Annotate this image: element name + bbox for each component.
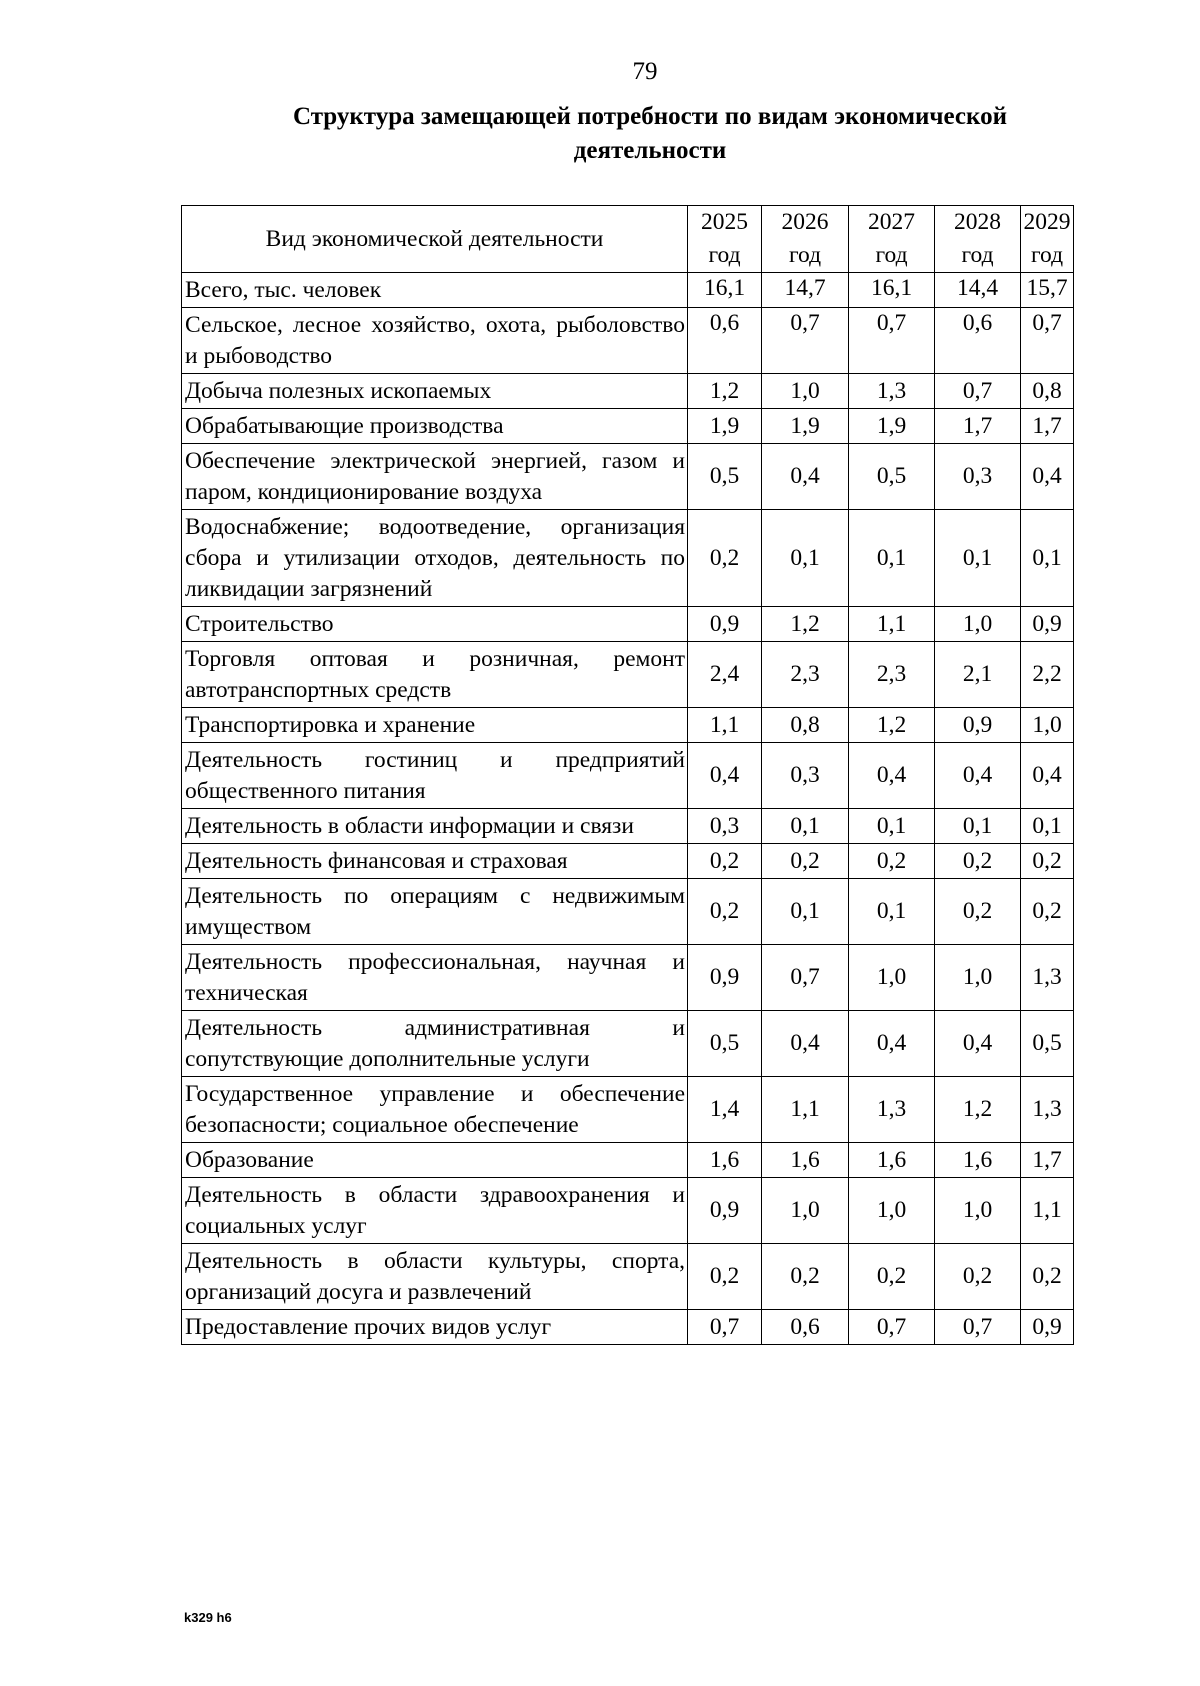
table-row: [182, 1178, 1074, 1244]
column-header-year: [849, 206, 935, 273]
value-cell: 1,0: [849, 1178, 935, 1244]
title-line: Структура замещающей потребности по видам экономической: [292, 103, 1008, 130]
table-row: [182, 1143, 1074, 1178]
table-body: [182, 273, 1074, 1345]
value-cell: 0,2: [935, 879, 1021, 945]
value-cell: 0,3: [762, 743, 849, 809]
value-cell: 0,7: [1021, 308, 1074, 374]
activity-name-cell: Деятельность административная и сопутствующие дополнительные услуги: [182, 1011, 688, 1077]
value-cell: 1,3: [849, 1077, 935, 1143]
value-cell: 1,2: [849, 708, 935, 743]
table-row: [182, 879, 1074, 945]
value-cell: 0,2: [935, 1244, 1021, 1310]
value-cell: 1,1: [688, 708, 762, 743]
value-cell: 0,6: [935, 308, 1021, 374]
value-cell: 1,0: [849, 945, 935, 1011]
value-cell: 0,2: [762, 844, 849, 879]
value-cell: 16,1: [849, 273, 935, 308]
table-row: [182, 844, 1074, 879]
value-cell: 1,0: [935, 607, 1021, 642]
column-header-year: [935, 206, 1021, 273]
value-cell: 0,2: [688, 879, 762, 945]
value-cell: 1,2: [688, 374, 762, 409]
value-cell: 0,7: [762, 308, 849, 374]
year-unit: год: [961, 242, 994, 268]
year-unit: год: [708, 242, 741, 268]
value-cell: 0,3: [688, 809, 762, 844]
value-cell: 2,3: [762, 642, 849, 708]
value-cell: 0,9: [688, 607, 762, 642]
activity-name-cell: Деятельность в области культуры, спорта, организаций досуга и развлечений: [182, 1244, 688, 1310]
value-cell: 2,3: [849, 642, 935, 708]
activity-name-cell: Торговля оптовая и розничная, ремонт автотранспортных средств: [182, 642, 688, 708]
table-row: [182, 308, 1074, 374]
activity-name-cell: Транспортировка и хранение: [182, 708, 688, 743]
activity-name-cell: Деятельность в области здравоохранения и социальных услуг: [182, 1178, 688, 1244]
value-cell: 0,9: [688, 1178, 762, 1244]
value-cell: 0,4: [1021, 444, 1074, 510]
value-cell: 1,0: [935, 945, 1021, 1011]
value-cell: 14,4: [935, 273, 1021, 308]
column-header-year: [688, 206, 762, 273]
value-cell: 0,2: [849, 844, 935, 879]
value-cell: 0,9: [935, 708, 1021, 743]
value-cell: 1,7: [1021, 1143, 1074, 1178]
value-cell: 0,1: [935, 510, 1021, 607]
activity-table: [181, 205, 1074, 1345]
column-header-activity: Вид экономической деятельности: [182, 206, 688, 273]
value-cell: 0,4: [935, 743, 1021, 809]
value-cell: 0,1: [849, 879, 935, 945]
value-cell: 2,2: [1021, 642, 1074, 708]
column-header-year: [1021, 206, 1074, 273]
value-cell: 0,5: [1021, 1011, 1074, 1077]
page-number: 79: [632, 58, 658, 85]
value-cell: 0,2: [935, 844, 1021, 879]
value-cell: 0,7: [762, 945, 849, 1011]
activity-name-cell: Деятельность финансовая и страховая: [182, 844, 688, 879]
year-label: 2025: [701, 209, 748, 235]
year-label: 2029: [1023, 209, 1071, 235]
column-header-year: [762, 206, 849, 273]
value-cell: 1,9: [688, 409, 762, 444]
year-unit: год: [875, 242, 908, 268]
table-row: [182, 708, 1074, 743]
table-row: [182, 409, 1074, 444]
value-cell: 0,1: [1021, 809, 1074, 844]
year-unit: год: [1030, 242, 1064, 268]
value-cell: 0,4: [1021, 743, 1074, 809]
table-row: [182, 809, 1074, 844]
value-cell: 1,3: [1021, 945, 1074, 1011]
activity-name-cell: Образование: [182, 1143, 688, 1178]
value-cell: 0,1: [849, 809, 935, 844]
activity-name-cell: Всего, тыс. человек: [182, 273, 688, 308]
value-cell: 16,1: [688, 273, 762, 308]
value-cell: 0,2: [762, 1244, 849, 1310]
value-cell: 0,7: [688, 1310, 762, 1345]
value-cell: 0,8: [762, 708, 849, 743]
table-row: [182, 444, 1074, 510]
value-cell: 1,0: [762, 374, 849, 409]
value-cell: 1,2: [762, 607, 849, 642]
value-cell: 1,6: [762, 1143, 849, 1178]
activity-name-cell: Обеспечение электрической энергией, газом и паром, кондиционирование воздуха: [182, 444, 688, 510]
value-cell: 0,7: [935, 1310, 1021, 1345]
table-row: [182, 510, 1074, 607]
value-cell: 1,9: [762, 409, 849, 444]
activity-name-cell: Обрабатывающие производства: [182, 409, 688, 444]
value-cell: 0,2: [849, 1244, 935, 1310]
value-cell: 0,9: [688, 945, 762, 1011]
value-cell: 0,4: [762, 1011, 849, 1077]
value-cell: 1,3: [849, 374, 935, 409]
table-row: [182, 642, 1074, 708]
value-cell: 0,1: [762, 879, 849, 945]
value-cell: 1,4: [688, 1077, 762, 1143]
table-row: [182, 1244, 1074, 1310]
value-cell: 1,0: [935, 1178, 1021, 1244]
value-cell: 0,9: [1021, 1310, 1074, 1345]
value-cell: 0,1: [849, 510, 935, 607]
value-cell: 0,4: [688, 743, 762, 809]
value-cell: 0,2: [1021, 844, 1074, 879]
value-cell: 1,3: [1021, 1077, 1074, 1143]
value-cell: 0,2: [688, 844, 762, 879]
value-cell: 0,1: [935, 809, 1021, 844]
value-cell: 0,7: [849, 308, 935, 374]
value-cell: 1,9: [849, 409, 935, 444]
activity-name-cell: Деятельность в области информации и связи: [182, 809, 688, 844]
footer-code: k329 h6: [184, 1610, 232, 1625]
value-cell: 0,1: [1021, 510, 1074, 607]
value-cell: 0,2: [1021, 1244, 1074, 1310]
table-row: [182, 1077, 1074, 1143]
table-row: [182, 945, 1074, 1011]
value-cell: 0,9: [1021, 607, 1074, 642]
value-cell: 15,7: [1021, 273, 1074, 308]
year-label: 2027: [868, 209, 915, 235]
value-cell: 0,6: [688, 308, 762, 374]
value-cell: 0,2: [688, 510, 762, 607]
total-row: [182, 273, 1074, 308]
activity-name-cell: Добыча полезных ископаемых: [182, 374, 688, 409]
year-label: 2028: [954, 209, 1001, 235]
value-cell: 0,4: [935, 1011, 1021, 1077]
activity-name-cell: Государственное управление и обеспечение безопасности; социальное обеспечение: [182, 1077, 688, 1143]
value-cell: 1,0: [1021, 708, 1074, 743]
value-cell: 0,5: [688, 444, 762, 510]
value-cell: 1,6: [935, 1143, 1021, 1178]
value-cell: 0,6: [762, 1310, 849, 1345]
value-cell: 0,4: [849, 1011, 935, 1077]
table-row: [182, 374, 1074, 409]
value-cell: 0,8: [1021, 374, 1074, 409]
year-label: 2026: [781, 209, 829, 235]
activity-name-cell: Сельское, лесное хозяйство, охота, рыболовство и рыбоводство: [182, 308, 688, 374]
table-header-row: [182, 206, 1074, 273]
value-cell: 0,2: [1021, 879, 1074, 945]
activity-name-cell: Деятельность профессиональная, научная и техническая: [182, 945, 688, 1011]
activity-name-cell: Водоснабжение; водоотведение, организация сбора и утилизации отходов, деятельность по ликвидации загрязнений: [182, 510, 688, 607]
value-cell: 2,1: [935, 642, 1021, 708]
table-row: [182, 743, 1074, 809]
activity-name-cell: Деятельность гостиниц и предприятий общественного питания: [182, 743, 688, 809]
value-cell: 0,1: [762, 510, 849, 607]
activity-name-cell: Деятельность по операциям с недвижимым имуществом: [182, 879, 688, 945]
value-cell: 1,1: [849, 607, 935, 642]
value-cell: 1,6: [849, 1143, 935, 1178]
value-cell: 1,7: [1021, 409, 1074, 444]
table-row: [182, 1310, 1074, 1345]
value-cell: 0,4: [849, 743, 935, 809]
value-cell: 14,7: [762, 273, 849, 308]
value-cell: 1,1: [1021, 1178, 1074, 1244]
value-cell: 0,5: [688, 1011, 762, 1077]
activity-name-cell: Предоставление прочих видов услуг: [182, 1310, 688, 1345]
value-cell: 2,4: [688, 642, 762, 708]
document-title: [230, 100, 1070, 168]
value-cell: 0,2: [688, 1244, 762, 1310]
value-cell: 0,5: [849, 444, 935, 510]
title-line: деятельности: [573, 137, 727, 164]
value-cell: 1,1: [762, 1077, 849, 1143]
value-cell: 0,4: [762, 444, 849, 510]
activity-name-cell: Строительство: [182, 607, 688, 642]
value-cell: 0,7: [935, 374, 1021, 409]
year-unit: год: [788, 242, 822, 268]
value-cell: 0,3: [935, 444, 1021, 510]
value-cell: 0,1: [762, 809, 849, 844]
table-row: [182, 607, 1074, 642]
value-cell: 1,2: [935, 1077, 1021, 1143]
value-cell: 1,7: [935, 409, 1021, 444]
value-cell: 1,0: [762, 1178, 849, 1244]
value-cell: 1,6: [688, 1143, 762, 1178]
table-row: [182, 1011, 1074, 1077]
value-cell: 0,7: [849, 1310, 935, 1345]
